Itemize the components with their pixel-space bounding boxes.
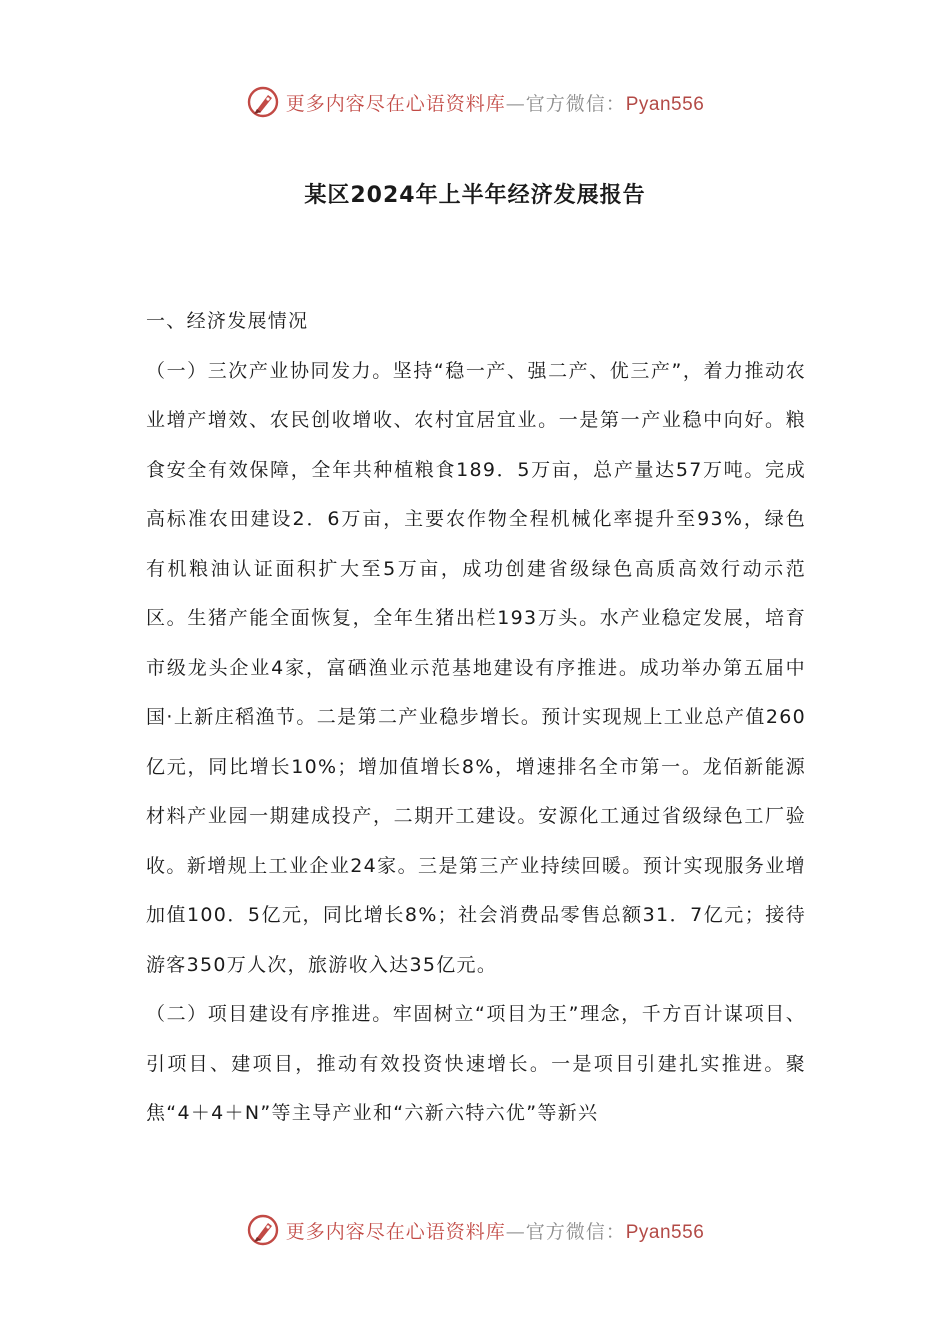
watermark-text: 更多内容尽在心语资料库—官方微信：Pyan556 (285, 92, 705, 115)
pen-nib-logo-icon (246, 85, 280, 119)
paragraph-projects: （二）项目建设有序推进。牢固树立“项目为王”理念，千方百计谋项目、引项目、建项目，推动有效投资快速增长。一是项目引建扎实推进。聚焦“4＋4＋N”等主导产业和“六新六特六优”等新兴 (146, 1003, 806, 1124)
watermark-banner-bottom (0, 1210, 950, 1250)
pen-nib-logo-icon (246, 1213, 280, 1247)
paragraph-industry: （一）三次产业协同发力。坚持“稳一产、强二产、优三产”，着力推动农业增产增效、农民创收增收、农村宜居宜业。一是第一产业稳中向好。粮食安全有效保障，全年共种植粮食189．5万亩，总产量达57万吨。完成高标准农田建设2．6万亩，主要农作物全程机械化率提升至93%，绿色有机粮油认证面积扩大至5万亩，成功创建省级绿色高质高效行动示范区。生猪产能全面恢复，全年生猪出栏193万头。水产业稳定发展，培育市级龙头企业4家，富硒渔业示范基地建设有序推进。成功举办第五届中国·上新庄稻渔节。二是第二产业稳步增长。预计实现规上工业总产值260亿元，同比增长10%；增加值增长8%，增速排名全市第一。龙佰新能源材料产业园一期建成投产，二期开工建设。安源化工通过省级绿色工厂验收。新增规上工业企业24家。三是第三产业持续回暖。预计实现服务业增加值100．5亿元，同比增长8%；社会消费品零售总额31．7亿元；接待游客350万人次，旅游收入达35亿元。 (146, 359, 806, 976)
watermark-text: 更多内容尽在心语资料库—官方微信：Pyan556 (285, 1220, 705, 1243)
section-heading: 一、经济发展情况 (146, 310, 309, 332)
watermark-banner-top (0, 82, 950, 122)
document-body (146, 297, 806, 1139)
document-title: 某区2024年上半年经济发展报告 (304, 183, 646, 208)
